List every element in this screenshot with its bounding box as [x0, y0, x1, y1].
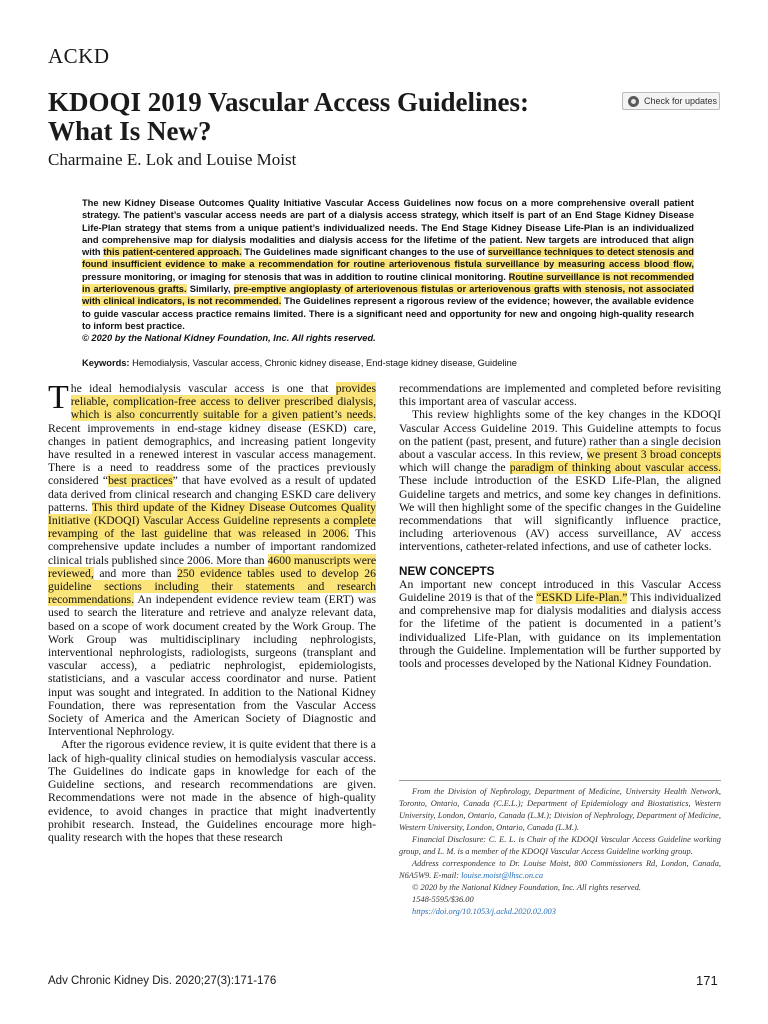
footnote-copyright: © 2020 by the National Kidney Foundation, Inc. All rights reserved. [412, 883, 641, 892]
abstract-highlight: pre-emptive angioplasty of arteriovenous fistulas or arteriovenous grafts with stenosis, not associated with clinical indicators, is not recommended. [82, 284, 694, 307]
section-heading: NEW CONCEPTS [399, 564, 495, 578]
journal-tag: ACKD [48, 44, 110, 68]
body-text: An important new concept introduced in this Vascular Access Guideline 2019 is that of the [399, 577, 721, 605]
body-text: An independent evidence review team (ERT) was used to search the literature and retrieve and analyze relevant data, based on a scope of work document created by the Work Group. The Work Group was multidisciplinary including nephrologists, interventional nephrologists, radiologists, surgeons (transplant and vascular access), a pediatric nephrologist, epidemiologists, statisticians, and a vascular access coordinator and nurse. Patient input was sought and integrated. In addition to the National Kidney Foundation, there was representation from the Vascular Access Society of America and the American Society of Diagnostic and Interventional Nephrology. [48, 593, 376, 739]
check-for-updates-button[interactable] [622, 92, 720, 110]
keywords [82, 357, 694, 369]
body-paragraph [399, 578, 721, 670]
body-highlight: provides reliable, complication-free access to deliver prescribed dialysis, which is also concurrently suitable for a given patient’s needs. [70, 382, 376, 422]
abstract-copyright: © 2020 by the National Kidney Foundation, Inc. All rights reserved. [82, 333, 376, 344]
body-highlight: “ESKD Life-Plan.” [536, 591, 628, 605]
citation-footer: Adv Chronic Kidney Dis. 2020;27(3):171-176 [48, 975, 277, 987]
affiliations: From the Division of Nephrology, Department of Medicine, University Health Network, Toronto, Ontario, Canada (C.E.L.); Department of Epidemiology and Biostatistics, Western University, London, Ontario, Canada (L.M.); Division of Nephrology, Department of Medicine, Western University, London, Ontario, Canada (L.M.). [399, 787, 721, 832]
abstract-text: Similarly, [186, 284, 234, 295]
correspondence-text: Address correspondence to Dr. Louise Moist, 800 Commissioners Rd, London, Canada, N6A5W9. E-mail: [399, 859, 721, 880]
body-text: which will change the [399, 461, 510, 475]
body-paragraph: After the rigorous evidence review, it is quite evident that there is a lack of high-quality clinical studies on hemodialysis vascular access. The Guidelines do indicate gaps in knowledge for each of the Guideline sections, and research recommendations are given. Recommendations were not made in the absence of high-quality evidence, to avoid changes in practice that might inadvertently prohibit research. Instead, the Guidelines encourage more high-quality research with the hopes that these research [48, 738, 376, 844]
footnote-divider [399, 780, 721, 781]
body-highlight: we present 3 broad concepts [586, 448, 721, 462]
abstract-text: The Guidelines made significant changes to the use of [241, 247, 488, 258]
abstract-text: The new Kidney Disease Outcomes Quality Initiative Vascular Access Guidelines now focus on a more comprehensive overall patient strategy. The patient’s vascular access needs are part of a dialysis access strategy, which itself is part of an End Stage Kidney Disease Life-Plan strategy that stems from a unique patient’s individualized needs. The End Stage Kidney Disease Life-Plan is an individualized and comprehensive map for dialysis modalities and dialysis access for the lifetime of the patient. New targets are introduced that align with [82, 198, 694, 258]
body-paragraph [399, 408, 721, 553]
body-highlight: This third update of the Kidney Disease Outcomes Quality Initiative (KDOQI) Vascular Access Guideline represents a complete revamping of the last guideline that was released in 2006. [48, 500, 376, 541]
article-title: KDOQI 2019 Vascular Access Guidelines: What Is New? [48, 87, 530, 146]
doi-link[interactable]: https://doi.org/10.1053/j.ackd.2020.02.003 [412, 907, 556, 916]
drop-cap: T [48, 379, 69, 416]
body-highlight: 4600 manuscripts were reviewed, [48, 553, 377, 580]
body-column-right [399, 382, 721, 670]
body-text: This review highlights some of the key changes in the KDOQI Vascular Access Guideline 2019. This Guideline attempts to focus on the patient (past, present, and future) rather than a single decision about a vascular access. In this review, [399, 408, 721, 462]
check-updates-label: Check for updates [644, 96, 718, 106]
body-text: and more than [93, 566, 178, 580]
page-number: 171 [696, 973, 718, 988]
abstract-highlight: this patient-centered approach. [103, 247, 242, 258]
correspondence [399, 858, 721, 882]
check-updates-icon [628, 96, 639, 107]
email-link[interactable]: louise.moist@lhsc.on.ca [461, 871, 544, 880]
body-text: ” that have evolved as a result of updated data derived from clinical research and changing ESKD care delivery patterns. [48, 474, 377, 514]
financial-disclosure: Financial Disclosure: C. E. L. is Chair of the KDOQI Vascular Access Guideline working group, and L. M. is a member of the KDOQI Vascular Access Guideline working group. [399, 835, 721, 856]
authors: Charmaine E. Lok and Louise Moist [48, 150, 297, 169]
keywords-label: Keywords: [82, 358, 130, 368]
abstract-text: pressure monitoring, or imaging for stenosis that was in addition to routine clinical monitoring. [82, 271, 509, 282]
abstract-highlight: surveillance techniques to detect stenosis and found insufficient evidence to make a recommendation for routine arteriovenous fistula surveillance by measuring access blood flow, [82, 247, 694, 270]
body-text: This individualized and comprehensive map for dialysis modalities and dialysis access for the lifetime of the patient is documented in a patient’s individualized Life-Plan, with guidance on its implementation through the Guideline. Implementation will be further supported by tools and processes developed by the National Kidney Foundation. [399, 591, 721, 671]
footnotes [399, 786, 721, 918]
keywords-list: Hemodialysis, Vascular access, Chronic kidney disease, End-stage kidney disease, Guideline [132, 358, 517, 368]
body-paragraph: recommendations are implemented and completed before revisiting this important area of vascular access. [399, 382, 721, 409]
body-text: Recent improvements in end-stage kidney disease (ESKD) care, changes in patient demographics, and increasing patient longevity have resulted in a renewed interest in vascular access management. There is a need to readdress some of the practices previously considered “ [48, 421, 376, 488]
abstract [82, 197, 694, 345]
body-paragraph [48, 379, 377, 739]
body-highlight: best practices [108, 474, 173, 488]
body-highlight: 250 evidence tables used to develop 26 guideline sections including their statements and research recommendations. [48, 566, 376, 607]
abstract-highlight: Routine surveillance is not recommended in arteriovenous grafts. [82, 271, 694, 295]
body-text: This comprehensive update includes a number of important randomized clinical trials published since 2006. More than [48, 527, 376, 567]
doi-paragraph [399, 906, 721, 918]
body-column-left [48, 379, 377, 844]
abstract-text: The Guidelines represent a rigorous review of the evidence; however, the available evidence to guide vascular access practice remains limited. There is a significant need and opportunity for new and ongoing high-quality research to inform best practice. [82, 296, 694, 331]
issn: 1548-5595/$36.00 [412, 895, 474, 904]
body-text: These include introduction of the ESKD Life-Plan, the aligned Guideline targets and metrics, and some key changes in definitions. We will then highlight some of the specific changes in the Guideline recommendations that will significantly influence practice, including arteriovenous (AV) access surveillance, AV access interventions, catheter-related infections, and use of catheter locks. [399, 474, 721, 554]
body-text: he ideal hemodialysis vascular access is one that [70, 382, 336, 395]
body-highlight: paradigm of thinking about vascular access. [509, 461, 721, 475]
